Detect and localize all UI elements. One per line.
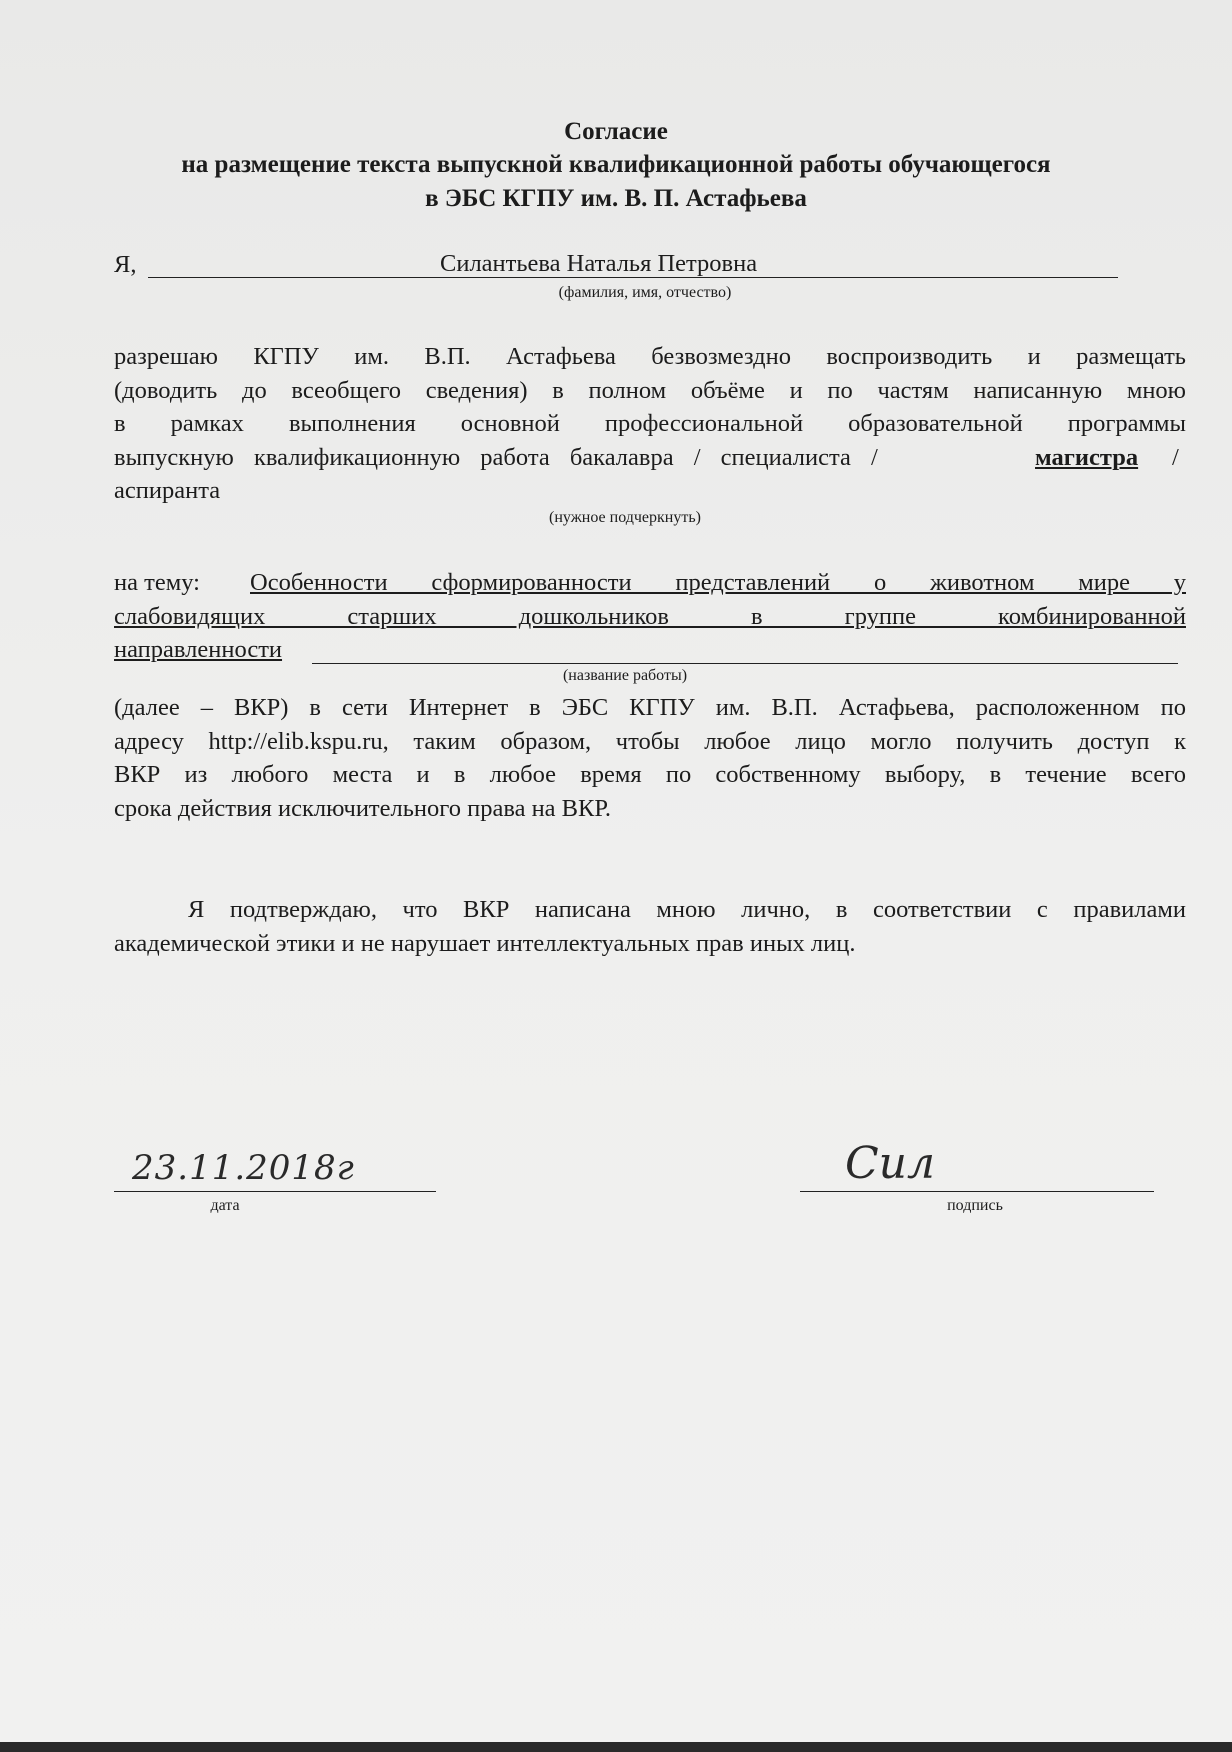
document-title: Согласие [564,118,668,145]
topic-line [114,636,1186,664]
terms-line: срока действия исключительного права на ВКР. [114,795,612,822]
document-subtitle-institution: в ЭБС КГПУ им. В. П. Астафьева [425,185,807,212]
body-line: разрешаю КГПУ им. В.П. Астафьева безвозмездно воспроизводить и размещать [114,343,1186,370]
terms-line: адресу http://elib.kspu.ru, таким образом, чтобы любое лицо могло получить доступ к [114,728,1186,755]
name-prefix: Я, [114,251,137,278]
topic-caption: (название работы) [562,667,688,684]
body-line: (доводить до всеобщего сведения) в полном объёме и по частям написанную мною [114,377,1186,404]
selected-degree [1035,444,1138,472]
degree-separator: / [1172,444,1179,471]
topic-line: слабовидящих старших дошкольников в группе комбинированной [114,603,1186,630]
full-name: Силантьева Наталья Петровна [440,250,758,277]
topic-line: Особенности сформированности представлений о животном мире у [250,569,1186,596]
topic-line-text: направленности [114,636,283,663]
signature-caption: подпись [947,1197,1003,1214]
body-line: в рамках выполнения основной профессиональной образовательной программы [114,410,1186,437]
signature-line [800,1191,1154,1192]
body-line [114,444,1034,472]
body-line: аспиранта [114,477,221,504]
confirmation-line: академической этики и не нарушает интеллектуальных прав иных лиц. [114,930,856,957]
confirmation-line: Я подтверждаю, что ВКР написана мною лично, в соответствии с правилами [188,896,1186,923]
date-caption: дата [210,1197,240,1214]
topic-prefix: на тему: [114,569,200,596]
scan-edge [0,1742,1232,1752]
underline-caption: (нужное подчеркнуть) [549,509,701,526]
terms-line: (далее – ВКР) в сети Интернет в ЭБС КГПУ им. В.П. Астафьева, расположенном по [114,694,1186,721]
selected-degree-text: магистра [1035,444,1139,471]
handwritten-date: 23.11.2018г [132,1148,355,1188]
topic-underline [312,663,1178,664]
terms-line: ВКР из любого места и в любое время по собственному выбору, в течение всего [114,761,1186,788]
handwritten-signature: Сил [845,1138,936,1189]
name-caption: (фамилия, имя, отчество) [558,284,732,301]
date-line [114,1191,436,1192]
body-line-text: выпускную квалификационную работа бакалавра / специалиста / [114,444,878,471]
document-subtitle: на размещение текста выпускной квалификационной работы обучающегося [181,151,1051,178]
